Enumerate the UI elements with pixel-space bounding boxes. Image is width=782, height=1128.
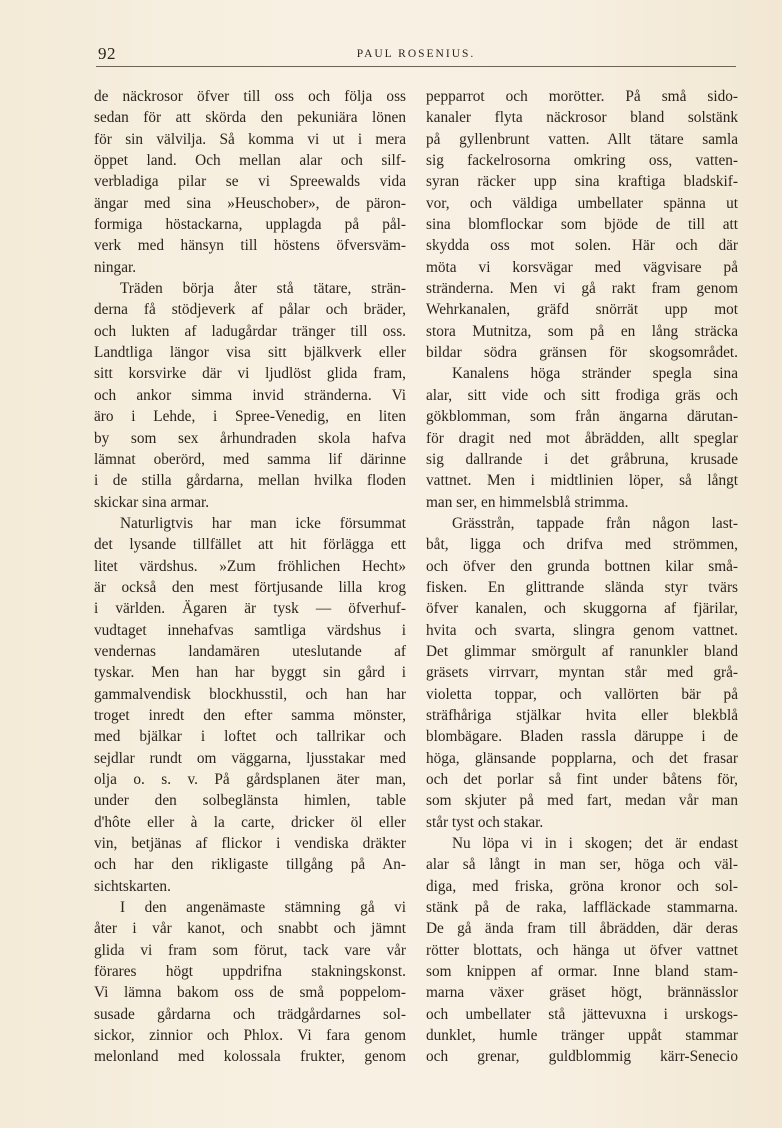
text-line: i världen. Ägaren är tysk — öfverhuf- <box>94 600 406 618</box>
text-line: ängar med sina »Heuschober», de päron- <box>94 194 406 212</box>
text-line: litet värdshus. »Zum fröhlichen Hecht» <box>94 557 406 575</box>
text-line: stora Mutnitza, som på en lång sträcka <box>426 322 738 340</box>
text-line: vin, betjänas af flickor i vendiska dräkter <box>94 835 406 853</box>
text-line: glida vi fram som förut, tack vare vår <box>94 941 406 959</box>
text-line: dunklet, humle tränger uppåt stammar <box>426 1027 738 1045</box>
text-line: och umbellater stå jättevuxna i urskogs- <box>426 1005 738 1023</box>
text-line: öfver kanalen, och skuggorna af fjärilar, <box>426 600 738 618</box>
text-line: och ankor simma invid stränderna. Vi <box>94 386 406 404</box>
text-line: stränderna. Men vi gå rakt fram genom <box>426 280 738 298</box>
text-line: och har den rikligaste tillgång på An- <box>94 856 406 874</box>
page-header <box>96 44 736 67</box>
text-line: sträfhåriga stjälkar hvita eller blekblå <box>426 706 738 724</box>
text-line: syran räcker upp sina kraftiga bladskif- <box>426 173 738 191</box>
text-line: Det glimmar smörgult af ranunkler bland <box>426 642 738 660</box>
text-line: olja o. s. v. På gårdsplanen äter man, <box>94 771 406 788</box>
text-line: med bjälkar i loftet och tallrikar och <box>94 728 406 746</box>
text-line: sig fackelrosorna omkring oss, vatten- <box>426 152 738 170</box>
text-line: höga, glänsande popplarna, och det frasar <box>426 749 738 767</box>
text-line: diga, med friska, gröna kronor och sol- <box>426 877 738 895</box>
text-line: och grenar, guldblommig kärr-Senecio <box>426 1048 738 1066</box>
text-line: sejdlar rundt om väggarna, ljusstakar med <box>94 749 406 767</box>
text-line: Kanalens höga stränder spegla sina <box>452 365 738 383</box>
text-line: de näckrosor öfver till oss och följa oss <box>94 88 406 105</box>
text-line: troget inredt den efter samma mönster, <box>94 706 406 724</box>
text-line: skickar sina armar. <box>94 493 210 511</box>
text-line: sickor, zinnior och Phlox. Vi fara genom <box>94 1027 406 1045</box>
text-line: på gyllenbrunt vatten. Allt tätare samla <box>426 130 738 148</box>
text-line: ningar. <box>94 258 137 276</box>
text-line: sitt korsvirke där vi ljudlöst glida fram, <box>94 365 406 383</box>
right-text-column <box>426 86 738 1068</box>
text-line: som skjuter på med fart, medan vår man <box>426 792 738 810</box>
text-line: sina blomflockar som bjöde de till att <box>426 216 738 234</box>
text-line: verbladiga pilar se vi Spreewalds vida <box>94 173 406 191</box>
left-text-column <box>94 86 406 1068</box>
text-line: susade gårdarna och trädgårdarnes sol- <box>94 1005 406 1023</box>
text-line: äro i Lehde, i Spree-Venedig, en liten <box>94 408 406 426</box>
text-line: är också den mest förtjusande lilla krog <box>94 578 406 596</box>
text-line: Wehrkanalen, gräfd snörrät upp mot <box>426 301 738 319</box>
text-line: gökblomman, som från ängarna därutan- <box>426 408 738 426</box>
text-line: det lysande tillfället att hit förlägga ett <box>94 536 406 554</box>
text-line: man ser, en himmelsblå strimma. <box>426 493 629 511</box>
text-line: stänk på de raka, laffläckade stammarna. <box>426 899 738 917</box>
text-line: vor, och väldiga umbellater spänna ut <box>426 194 738 212</box>
text-line: by som sex århundraden skola hafva <box>94 429 406 447</box>
text-line: violetta toppar, och vallörten bär på <box>426 685 738 703</box>
text-line: d'hôte eller à la carte, dricker öl eller <box>94 813 406 831</box>
text-line: derna få stödjeverk af pålar och bräder, <box>94 301 406 319</box>
text-line: och det porlar så fint under båtens för, <box>426 771 738 788</box>
text-line: blombägare. Bladen rassla däruppe i de <box>426 728 738 746</box>
text-line: lämnat oberörd, med samma lif därinne <box>94 450 406 468</box>
text-line: bildar södra gränsen för skogsområdet. <box>426 344 738 362</box>
text-line: tyskar. Men han har byggt sin gård i <box>94 664 406 682</box>
text-line: alar, sitt vide och sitt frodiga gräs och <box>426 386 738 404</box>
text-line: och öfver den grunda bottnen kilar små- <box>426 557 738 575</box>
text-line: formiga höstackarna, upplagda på pål- <box>94 216 406 234</box>
text-line: sedan för att skörda den pekuniära lönen <box>94 109 406 127</box>
text-line: verk med hänsyn till höstens öfversväm- <box>94 237 406 255</box>
text-line: möta vi korsvägar med vägvisare på <box>426 258 738 276</box>
text-line: åter i vår kanot, och snabbt och jämnt <box>94 920 406 938</box>
text-line: i de stilla gårdarna, mellan hvilka floden <box>94 472 406 490</box>
text-line: gammalvendisk blockhusstil, och han har <box>94 685 406 703</box>
text-line: förares högt uppdrifna stakningskonst. <box>94 963 406 981</box>
text-line: Grässtrån, tappade från någon last- <box>452 514 738 532</box>
text-line: Nu löpa vi in i skogen; det är endast <box>452 835 738 853</box>
text-line: Vi lämna bakom oss de små poppelom- <box>94 984 406 1002</box>
text-line: melonland med kolossala frukter, genom <box>94 1048 406 1066</box>
text-line: marna växer gräset högt, brännässlor <box>426 984 738 1002</box>
text-line: vudtaget innehafvas samtliga värdshus i <box>94 621 406 639</box>
text-line: under den solbeglänsta himlen, table <box>94 792 406 810</box>
text-line: hvita och svarta, slingra genom vattnet. <box>426 621 738 639</box>
text-line: Träden börja åter stå tätare, strän- <box>120 280 406 298</box>
text-line: vendernas landamären uteslutande af <box>94 642 406 660</box>
text-line: rötter blottats, och hänga ut öfver vattnet <box>426 941 738 959</box>
text-line: fisken. En glittrande slända styr tvärs <box>426 578 738 596</box>
text-line: för dragit ned mot åbrädden, allt speglar <box>426 429 738 447</box>
text-line: gräsets virrvarr, myntan står med grå- <box>426 664 738 682</box>
text-line: kanaler flyta näckrosor bland solstänk <box>426 109 738 127</box>
text-line: vattnet. Men i midtlinien löper, så långt <box>426 472 738 490</box>
text-line: båt, ligga och drifva med strömmen, <box>426 536 738 554</box>
text-line: I den angenämaste stämning gå vi <box>120 899 406 917</box>
text-line: sig dallrande i det gråbruna, krusade <box>426 450 738 468</box>
text-line: De gå ända fram till åbrädden, där deras <box>426 920 738 938</box>
text-line: står tyst och stakar. <box>426 813 544 831</box>
text-line: pepparrot och morötter. På små sido- <box>426 88 738 105</box>
text-line: för sin välvilja. Så komma vi ut i mera <box>94 130 406 148</box>
text-line: som knippen af ormar. Inne bland stam- <box>426 963 738 981</box>
text-line: öppet land. Och mellan alar och silf- <box>94 152 406 170</box>
text-line: skydda oss mot solen. Här och där <box>426 237 738 255</box>
text-line: alar så långt in man ser, höga och väl- <box>426 856 738 874</box>
running-head: PAUL ROSENIUS. <box>356 48 476 60</box>
text-line: Landtliga längor visa sitt bjälkverk eller <box>94 344 406 362</box>
text-line: och lukten af ladugårdar tränger till oss. <box>94 322 406 340</box>
text-line: sichtskarten. <box>94 877 171 895</box>
page-number: 92 <box>98 44 116 63</box>
text-line: Naturligtvis har man icke försummat <box>120 514 406 532</box>
